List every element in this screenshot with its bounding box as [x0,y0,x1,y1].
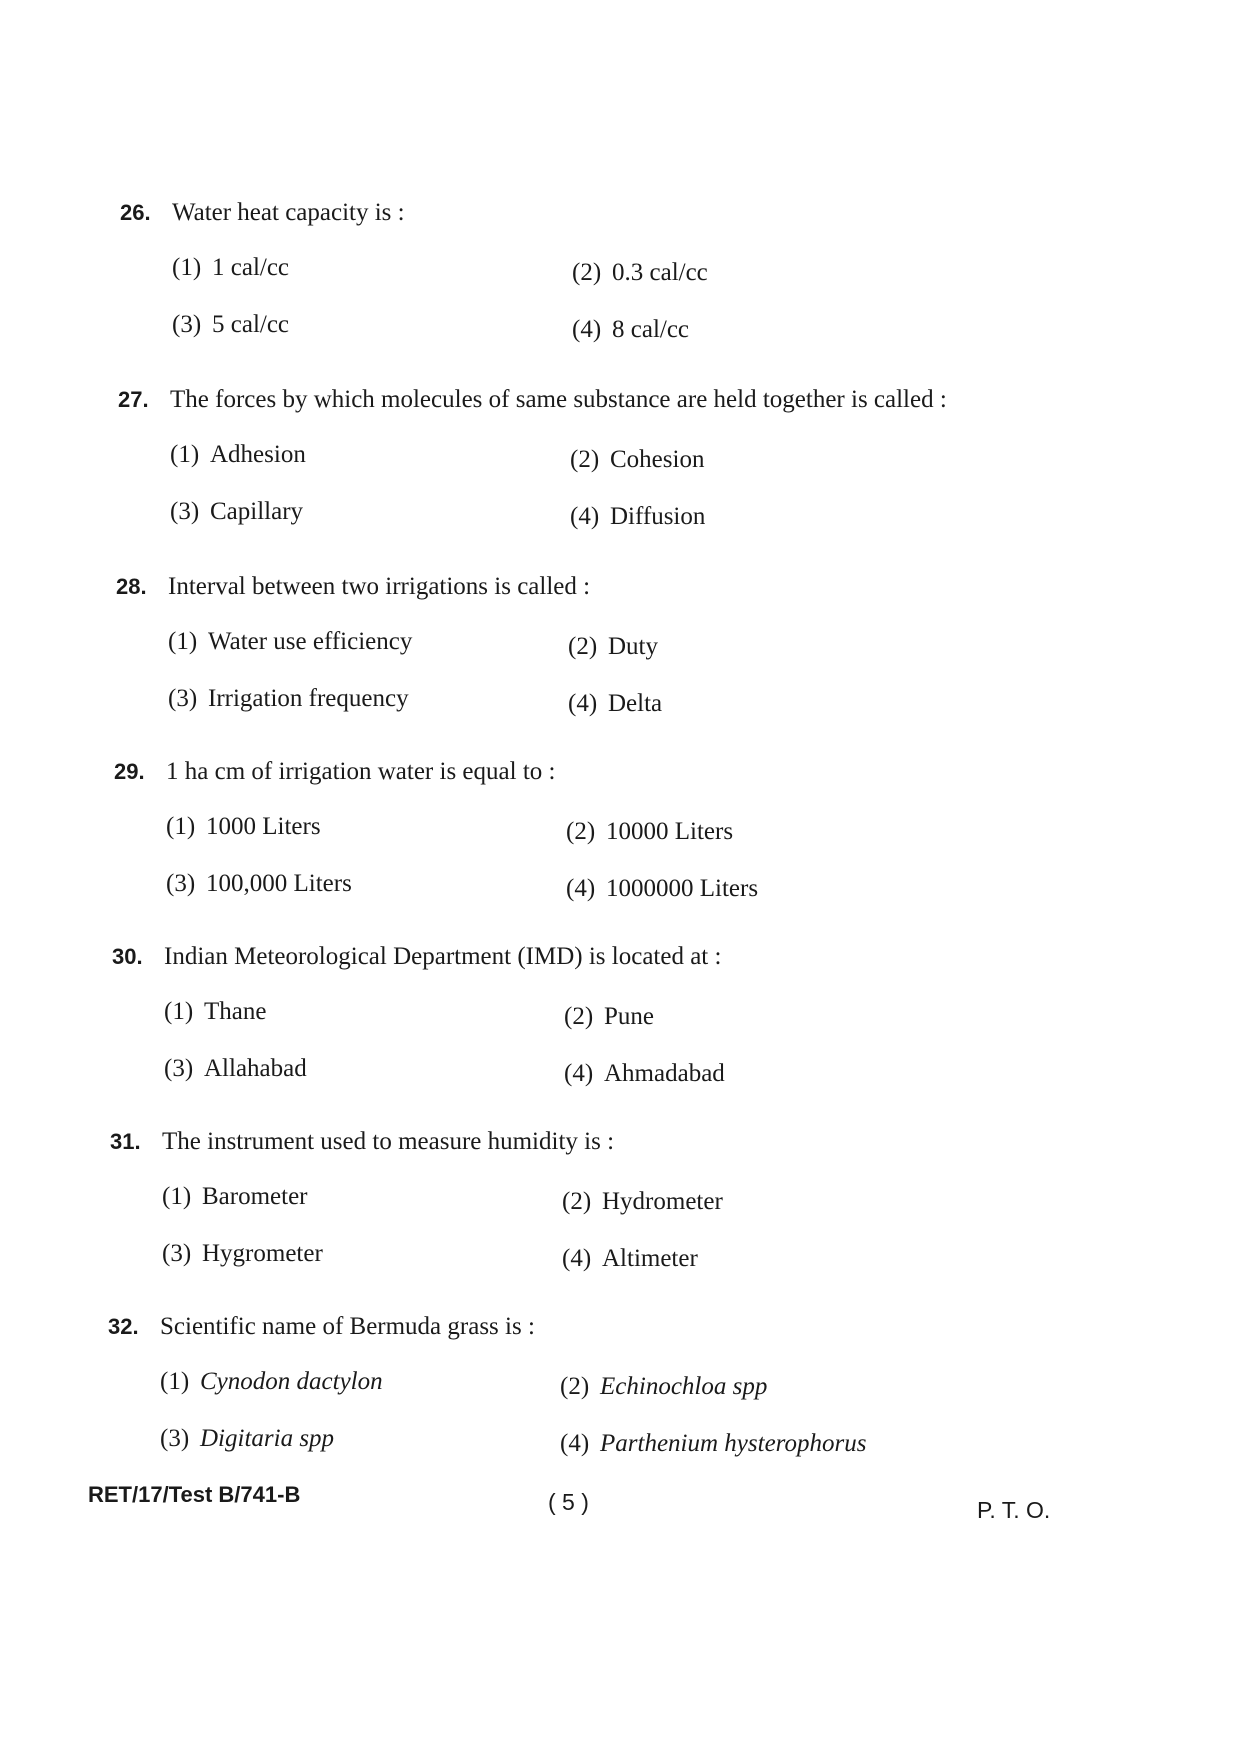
option-number: (1) [166,813,196,840]
option-text: Water use efficiency [208,628,413,655]
option-4 [562,1244,698,1274]
question-28 [116,572,1116,742]
question-number: 30. [112,944,143,969]
option-4 [570,502,705,532]
option-number: (2) [562,1188,592,1215]
option-1 [170,440,306,470]
option-number: (2) [560,1373,590,1400]
option-text: Adhesion [210,441,306,468]
question-number: 26. [120,200,151,225]
option-number: (4) [560,1430,590,1457]
option-number: (2) [572,259,602,286]
question-number: 31. [110,1129,141,1154]
question-32 [108,1312,1108,1482]
question-31 [110,1127,1110,1297]
option-2 [572,258,708,288]
option-text: Hydrometer [602,1188,723,1215]
option-4 [568,689,662,719]
option-number: (1) [162,1183,192,1210]
option-number: (3) [170,498,200,525]
question-29 [114,757,1114,927]
option-1 [172,253,289,283]
option-number: (4) [566,875,596,902]
option-4 [560,1429,866,1459]
option-number: (1) [164,998,194,1025]
option-text: Diffusion [610,503,706,530]
question-text: The instrument used to measure humidity is : [162,1128,615,1155]
option-number: (2) [568,633,598,660]
option-2 [564,1002,654,1032]
option-text: 8 cal/cc [612,316,690,343]
question-27 [118,385,1118,555]
option-3 [170,497,303,527]
option-3 [166,869,352,899]
option-number: (2) [570,446,600,473]
option-text: 100,000 Liters [206,870,352,897]
option-number: (4) [564,1060,594,1087]
option-text: Ahmadabad [604,1060,725,1087]
option-text: Altimeter [602,1245,698,1272]
option-text: Echinochloa spp [600,1373,768,1400]
option-3 [172,310,289,340]
option-number: (1) [160,1368,190,1395]
option-1 [162,1182,308,1212]
option-text: Digitaria spp [200,1425,335,1452]
option-text: 10000 Liters [606,818,734,845]
option-text: Cohesion [610,446,705,473]
option-3 [162,1239,323,1269]
question-30 [112,942,1112,1112]
option-number: (3) [172,311,202,338]
option-number: (4) [572,316,602,343]
question-number: 27. [118,387,149,412]
question-number: 32. [108,1314,139,1339]
question-number: 28. [116,574,147,599]
option-number: (3) [160,1425,190,1452]
option-number: (4) [568,690,598,717]
option-number: (3) [166,870,196,897]
option-4 [572,315,689,345]
option-number: (2) [564,1003,594,1030]
option-3 [164,1054,307,1084]
option-text: Capillary [210,498,304,525]
option-number: (3) [162,1240,192,1267]
option-text: Parthenium hysterophorus [600,1430,867,1457]
question-text: Indian Meteorological Department (IMD) is located at : [164,943,722,970]
option-text: Barometer [202,1183,308,1210]
option-4 [566,874,758,904]
option-2 [560,1372,767,1402]
option-text: 5 cal/cc [212,311,290,338]
option-3 [160,1424,334,1454]
option-number: (4) [570,503,600,530]
option-text: Duty [608,633,658,660]
question-text: 1 ha cm of irrigation water is equal to : [166,758,556,785]
option-4 [564,1059,725,1089]
option-2 [570,445,704,475]
option-number: (3) [168,685,198,712]
option-text: Pune [604,1003,654,1030]
question-number: 29. [114,759,145,784]
option-2 [566,817,733,847]
option-text: 0.3 cal/cc [612,259,708,286]
option-2 [568,632,658,662]
option-text: Cynodon dactylon [200,1368,383,1395]
question-text: Scientific name of Bermuda grass is : [160,1313,535,1340]
option-text: 1 cal/cc [212,254,290,281]
page-number: ( 5 ) [548,1489,589,1515]
option-1 [164,997,266,1027]
option-1 [166,812,321,842]
question-text: Interval between two irrigations is called : [168,573,591,600]
option-text: 1000 Liters [206,813,321,840]
option-text: Irrigation frequency [208,685,409,712]
test-code: RET/17/Test B/741-B [88,1482,301,1507]
question-text: The forces by which molecules of same substance are held together is called : [170,386,947,413]
option-text: Delta [608,690,663,717]
option-text: Allahabad [204,1055,307,1082]
option-1 [168,627,412,657]
option-text: Hygrometer [202,1240,323,1267]
option-text: 1000000 Liters [606,875,759,902]
option-1 [160,1367,383,1397]
option-number: (1) [170,441,200,468]
option-number: (1) [172,254,202,281]
question-26 [120,198,1120,368]
option-2 [562,1187,723,1217]
option-number: (2) [566,818,596,845]
option-number: (3) [164,1055,194,1082]
option-text: Thane [204,998,267,1025]
option-3 [168,684,409,714]
option-number: (1) [168,628,198,655]
option-number: (4) [562,1245,592,1272]
please-turn-over: P. T. O. [977,1497,1051,1523]
question-text: Water heat capacity is : [172,199,405,226]
